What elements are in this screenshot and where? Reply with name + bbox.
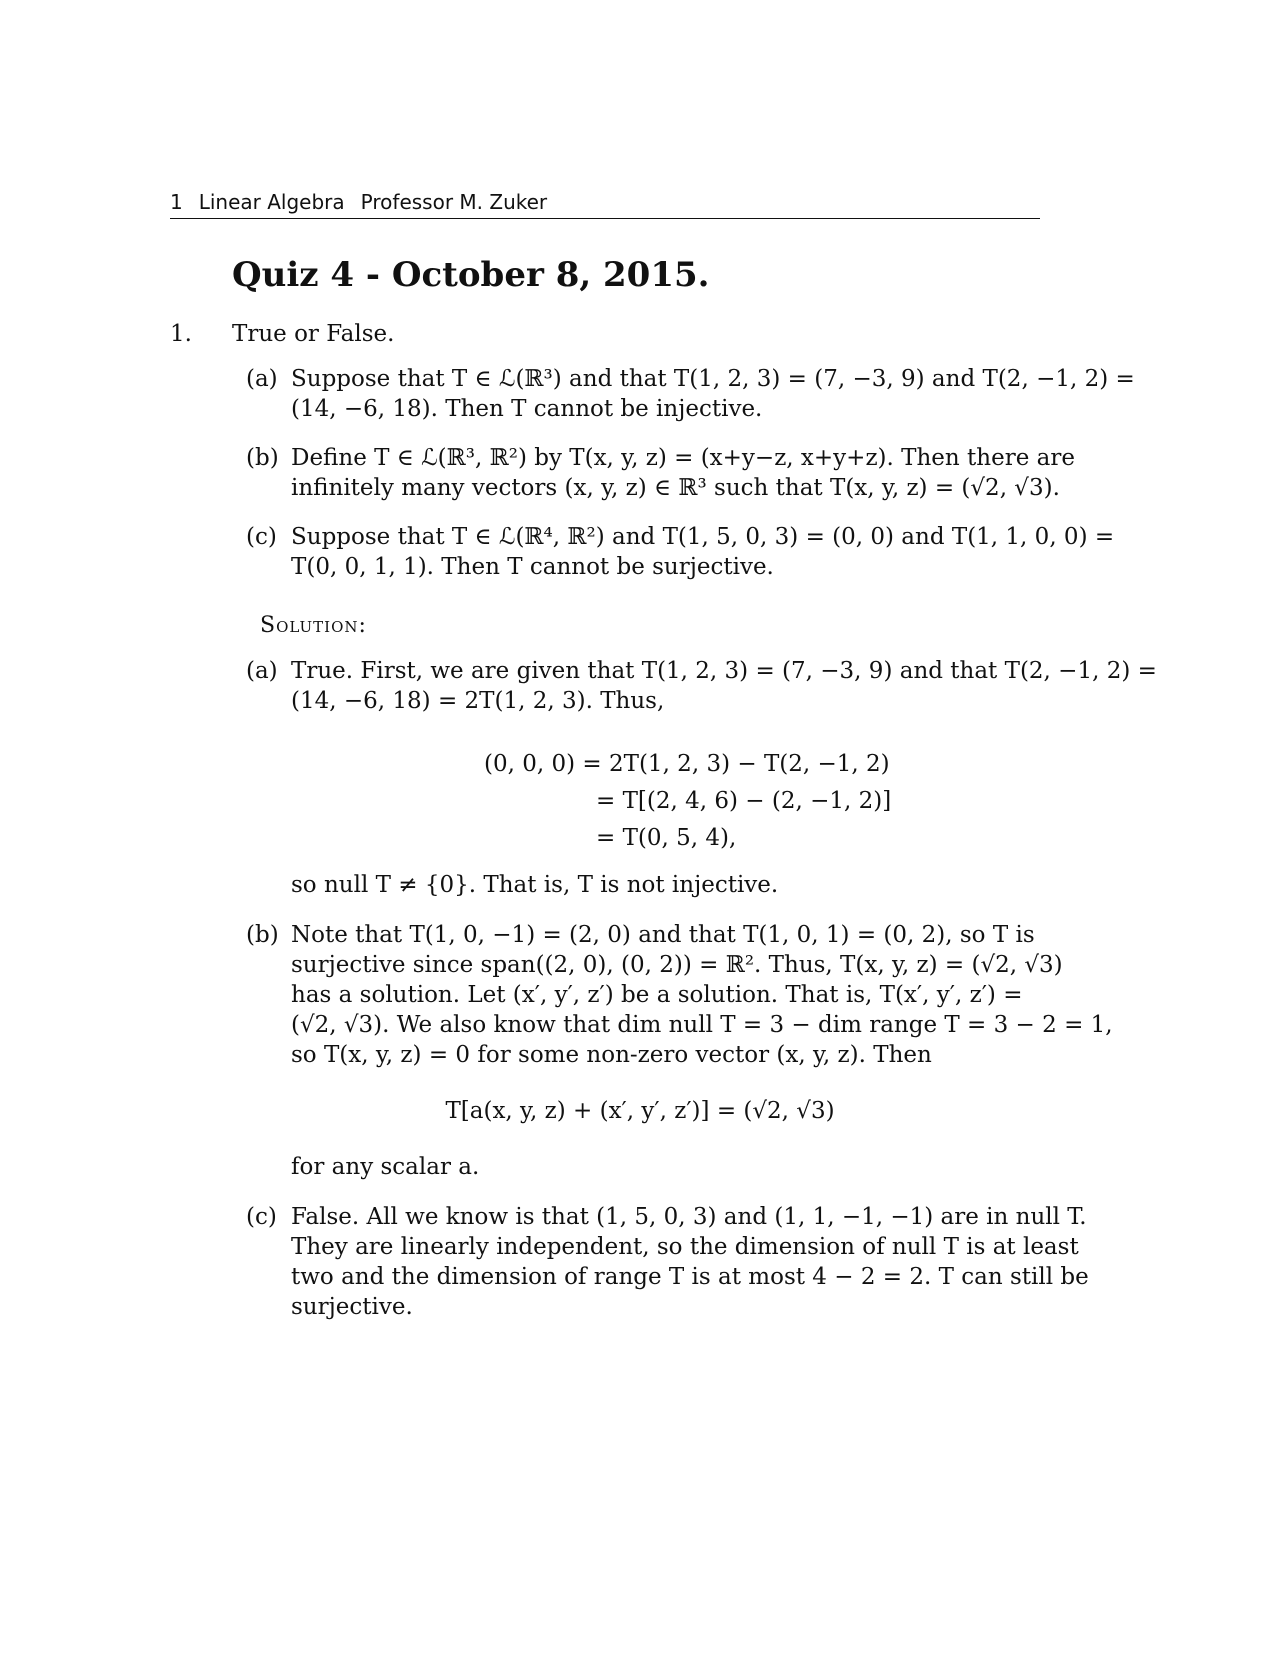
question-part-c [246,522,1115,582]
part-text-line: Suppose that T ∈ ℒ(ℝ³) and that T(1, 2, 3) = (7, −3, 9) and T(2, −1, 2) = [291,366,1135,392]
part-label: (c) [246,524,277,550]
solution-part-c [246,1202,1089,1322]
question-prompt: True or False. [232,321,395,347]
equation-line: (0, 0, 0) = 2T(1, 2, 3) − T(2, −1, 2) [484,751,890,777]
course-number: 1 [170,190,183,214]
solution-text-line: True. First, we are given that T(1, 2, 3) = (7, −3, 9) and that T(2, −1, 2) = [291,658,1157,684]
solution-text-line: so T(x, y, z) = 0 for some non-zero vector (x, y, z). Then [291,1042,932,1068]
equation-block [484,746,891,857]
part-text-line: (14, −6, 18). Then T cannot be injective. [291,396,763,422]
equation-line: = T(0, 5, 4), [596,825,737,851]
course-name: Linear Algebra [198,190,345,214]
part-label: (a) [246,658,278,684]
solution-text-line: They are linearly independent, so the dimension of null T is at least [291,1234,1079,1260]
question-part-b [246,443,1075,503]
solution-text-line: has a solution. Let (x′, y′, z′) be a solution. That is, T(x′, y′, z′) = [291,982,1023,1008]
solution-heading: Solution: [260,613,367,638]
part-label: (b) [246,922,279,948]
question-number: 1. [170,321,192,347]
part-label: (b) [246,445,279,471]
solution-text-line: two and the dimension of range T is at most 4 − 2 = 2. T can still be [291,1264,1089,1290]
equation-line: = T[(2, 4, 6) − (2, −1, 2)] [596,788,892,814]
instructor-name: Professor M. Zuker [360,190,548,214]
part-text-line: T(0, 0, 1, 1). Then T cannot be surjective. [291,554,774,580]
solution-text-line: (√2, √3). We also know that dim null T = 3 − dim range T = 3 − 2 = 1, [291,1012,1113,1038]
part-text-line: infinitely many vectors (x, y, z) ∈ ℝ³ such that T(x, y, z) = (√2, √3). [291,475,1060,501]
solution-text-line: (14, −6, 18) = 2T(1, 2, 3). Thus, [291,688,665,714]
part-text-line: Suppose that T ∈ ℒ(ℝ⁴, ℝ²) and T(1, 5, 0, 3) = (0, 0) and T(1, 1, 0, 0) = [291,524,1115,550]
page-title: Quiz 4 - October 8, 2015. [232,255,710,295]
solution-text-line: False. All we know is that (1, 5, 0, 3) and (1, 1, −1, −1) are in null T. [291,1204,1087,1230]
solution-a-conclusion: so null T ≠ {0}. That is, T is not injective. [291,872,779,898]
part-label: (c) [246,1204,277,1230]
question-part-a [246,364,1135,424]
page-header [170,190,1040,219]
solution-text-line: surjective. [291,1294,413,1320]
solution-text-line: surjective since span((2, 0), (0, 2)) = ℝ². Thus, T(x, y, z) = (√2, √3) [291,952,1063,978]
solution-part-b [246,920,1113,1070]
solution-b-conclusion: for any scalar a. [291,1154,480,1180]
centered-equation: T[a(x, y, z) + (x′, y′, z′)] = (√2, √3) [445,1098,835,1124]
part-label: (a) [246,366,278,392]
solution-part-a [246,656,1157,716]
part-text-line: Define T ∈ ℒ(ℝ³, ℝ²) by T(x, y, z) = (x+y−z, x+y+z). Then there are [291,445,1075,471]
solution-text-line: Note that T(1, 0, −1) = (2, 0) and that T(1, 0, 1) = (0, 2), so T is [291,922,1035,948]
